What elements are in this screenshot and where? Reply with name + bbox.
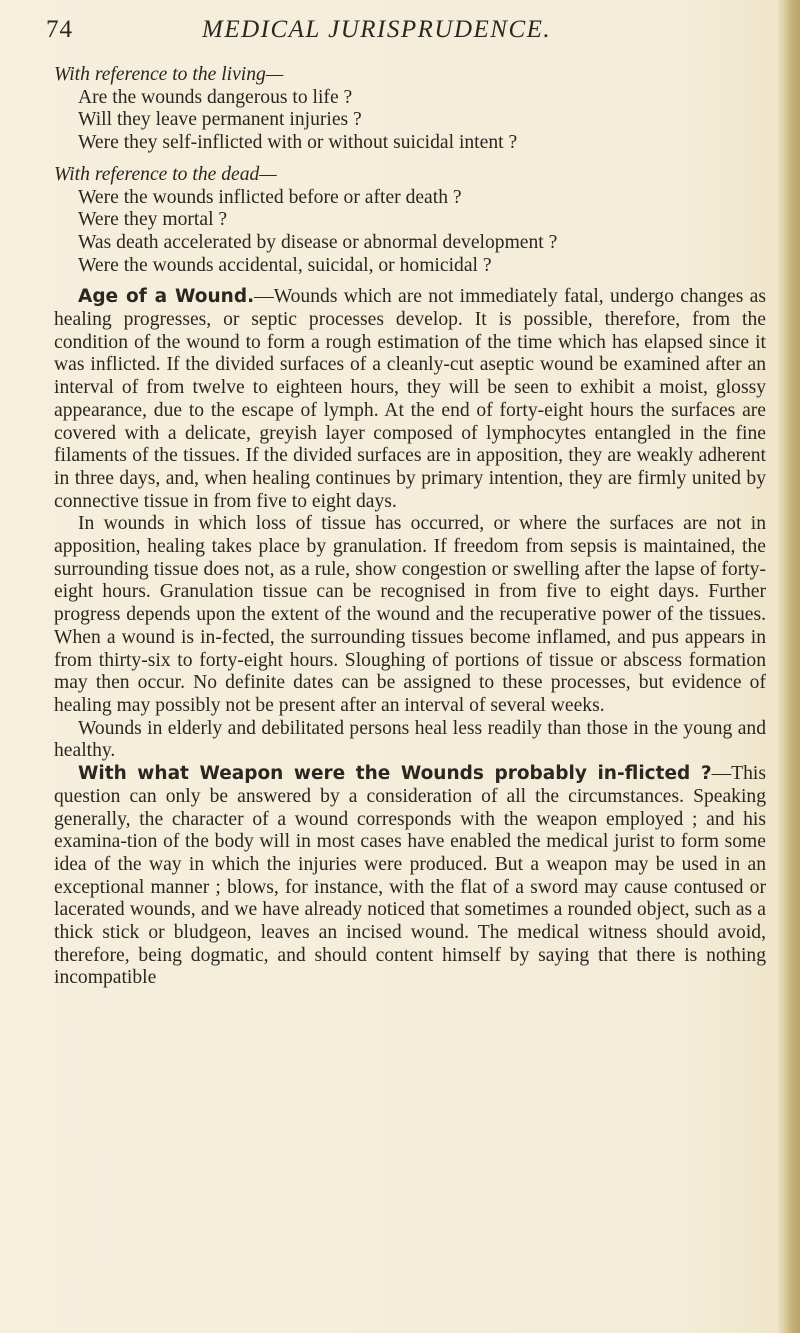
living-question: Are the wounds dangerous to life ?	[78, 86, 353, 108]
dead-question: Were the wounds accidental, suicidal, or homicidal ?	[78, 254, 492, 276]
dead-section-title: With reference to the dead—	[54, 163, 277, 185]
age-paragraph-1	[54, 286, 766, 513]
living-section-title: With reference to the living—	[54, 64, 284, 85]
living-question: Will they leave permanent injuries ?	[78, 109, 362, 131]
age-heading: Age of a Wound.	[78, 286, 255, 308]
age-paragraph-1-text: —Wounds which are not immediately fatal, undergo changes as healing progresses, or septic processes develop. It is possible, therefore, from the condition of the wound to form a rough estimation of the time which has elapsed since it was inflicted. If the divided surfaces of a cleanly-cut aseptic wound be examined after an interval of from twelve to eighteen hours, they will be seen to exhibit a moist, glossy appearance, due to the escape of lymph. At the end of forty-eight hours the surfaces are covered with a delicate, greyish layer composed of lymphocytes entangled in the fine filaments of the tissues. If the divided surfaces are in apposition, they are weakly adherent in three days, and, when healing continues by primary intention, they are firmly united by connective tissue in from five to eight days.	[54, 286, 767, 512]
weapon-heading: With what Weapon were the Wounds probably in-flicted ?	[78, 763, 712, 785]
running-title: MEDICAL JURISPRUDENCE.	[202, 16, 552, 43]
page-edge-shadow	[778, 0, 800, 1333]
dead-question: Were they mortal ?	[78, 209, 228, 231]
weapon-paragraph-text: —This question can only be answered by a consideration of all the circumstances. Speaking generally, the character of a wound corresponds with the weapon employed ; and his examina-tion of the body will in most cases have enabled the medical jurist to form some idea of the way in which the injuries were produced. But a weapon may be used in an exceptional manner ; blows, for instance, with the flat of a sword may cause contused or lacerated wounds, and we have already noticed that sometimes a rounded object, such as a thick stick or bludgeon, leaves an incised wound. The medical witness should avoid, therefore, being dogmatic, and should content himself by saying that there is nothing incompatible	[54, 763, 766, 989]
age-paragraph-3: Wounds in elderly and debilitated persons heal less readily than those in the young and healthy.	[54, 717, 766, 762]
age-paragraph-2: In wounds in which loss of tissue has occurred, or where the surfaces are not in apposition, healing takes place by granulation. If freedom from sepsis is maintained, the surrounding tissue does not, as a rule, show congestion or swelling after the lapse of forty-eight hours. Granulation tissue can be recognised in from five to eight days. Further progress depends upon the extent of the wound and the recuperative power of the tissues. When a wound is in-fected, the surrounding tissues become inflamed, and pus appears in from thirty-six to forty-eight hours. Sloughing of portions of tissue or abscess formation may then occur. No definite dates can be assigned to these processes, but evidence of healing may possibly not be present after an interval of several weeks.	[54, 513, 766, 716]
weapon-paragraph	[54, 763, 766, 990]
dead-question: Was death accelerated by disease or abnormal development ?	[78, 231, 558, 253]
page-body	[54, 64, 766, 990]
page-number: 74	[46, 16, 73, 43]
page-header	[46, 16, 766, 52]
living-question: Were they self-inflicted with or without suicidal intent ?	[78, 132, 518, 154]
dead-question: Were the wounds inflicted before or after death ?	[78, 186, 462, 208]
